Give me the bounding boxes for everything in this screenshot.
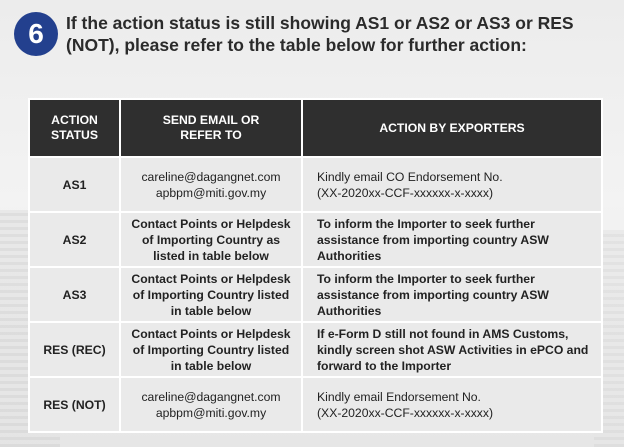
action-line: Authorities <box>317 303 382 318</box>
status-cell: AS1 <box>29 157 120 212</box>
header-status-line-2: STATUS <box>51 128 98 142</box>
send-cell <box>120 157 302 212</box>
email-link[interactable]: apbpm@miti.gov.my <box>155 405 267 420</box>
send-cell <box>120 267 302 322</box>
header-action-by-exporters: ACTION BY EXPORTERS <box>302 99 602 157</box>
refer-line: of Importing Country listed <box>132 342 290 357</box>
action-line: To inform the Importer to seek further <box>317 216 535 231</box>
action-cell <box>302 267 602 322</box>
action-cell <box>302 157 602 212</box>
action-line: If e-Form D still not found in AMS Customs, <box>317 326 569 341</box>
action-cell <box>302 212 602 267</box>
refer-line: Contact Points or Helpdesk <box>131 271 291 286</box>
send-cell <box>120 377 302 432</box>
header-send-line-2: REFER TO <box>180 128 242 142</box>
header-send-email <box>120 99 302 157</box>
action-line: (XX-2020xx-CCF-xxxxxx-x-xxxx) <box>317 405 494 420</box>
table-row <box>29 157 602 212</box>
header-send-line-1: SEND EMAIL OR <box>162 113 260 127</box>
refer-line: of Importing Country listed <box>132 287 290 302</box>
table-row <box>29 377 602 432</box>
table-row <box>29 322 602 377</box>
status-cell: AS3 <box>29 267 120 322</box>
email-link[interactable]: careline@dagangnet.com <box>141 389 281 404</box>
action-line: (XX-2020xx-CCF-xxxxxx-x-xxxx) <box>317 185 494 200</box>
status-cell: AS2 <box>29 212 120 267</box>
header-status-line-1: ACTION <box>51 113 98 127</box>
action-line: Authorities <box>317 248 382 263</box>
action-line: kindly screen shot ASW Activities in ePCO and <box>317 342 589 357</box>
instruction-line-1: If the action status is still showing AS1 or AS2 or AS3 or RES <box>66 13 574 33</box>
refer-line: of Importing Country as <box>141 232 281 247</box>
header-action-status <box>29 99 120 157</box>
action-status-table <box>28 98 603 433</box>
instruction-line-2: (NOT), please refer to the table below for further action: <box>66 35 527 55</box>
email-link[interactable]: careline@dagangnet.com <box>141 169 281 184</box>
email-link[interactable]: apbpm@miti.gov.my <box>155 185 267 200</box>
action-line: assistance from importing country ASW <box>317 232 549 247</box>
status-cell: RES (NOT) <box>29 377 120 432</box>
action-line: Kindly email Endorsement No. <box>317 389 481 404</box>
table-row <box>29 212 602 267</box>
status-cell: RES (REC) <box>29 322 120 377</box>
action-line: Kindly email CO Endorsement No. <box>317 169 503 184</box>
action-cell <box>302 322 602 377</box>
refer-line: in table below <box>170 303 252 318</box>
refer-line: in table below <box>170 358 252 373</box>
send-cell <box>120 322 302 377</box>
action-line: To inform the Importer to seek further <box>317 271 535 286</box>
action-line: forward to the Importer <box>317 358 452 373</box>
action-cell <box>302 377 602 432</box>
action-line: assistance from importing country ASW <box>317 287 549 302</box>
step-number-badge: 6 <box>14 12 58 56</box>
table-header-row <box>29 99 602 157</box>
refer-line: Contact Points or Helpdesk <box>131 326 291 341</box>
step-instruction <box>66 12 614 56</box>
refer-line: Contact Points or Helpdesk <box>131 216 291 231</box>
refer-line: listed in table below <box>153 248 269 263</box>
table-row <box>29 267 602 322</box>
send-cell <box>120 212 302 267</box>
